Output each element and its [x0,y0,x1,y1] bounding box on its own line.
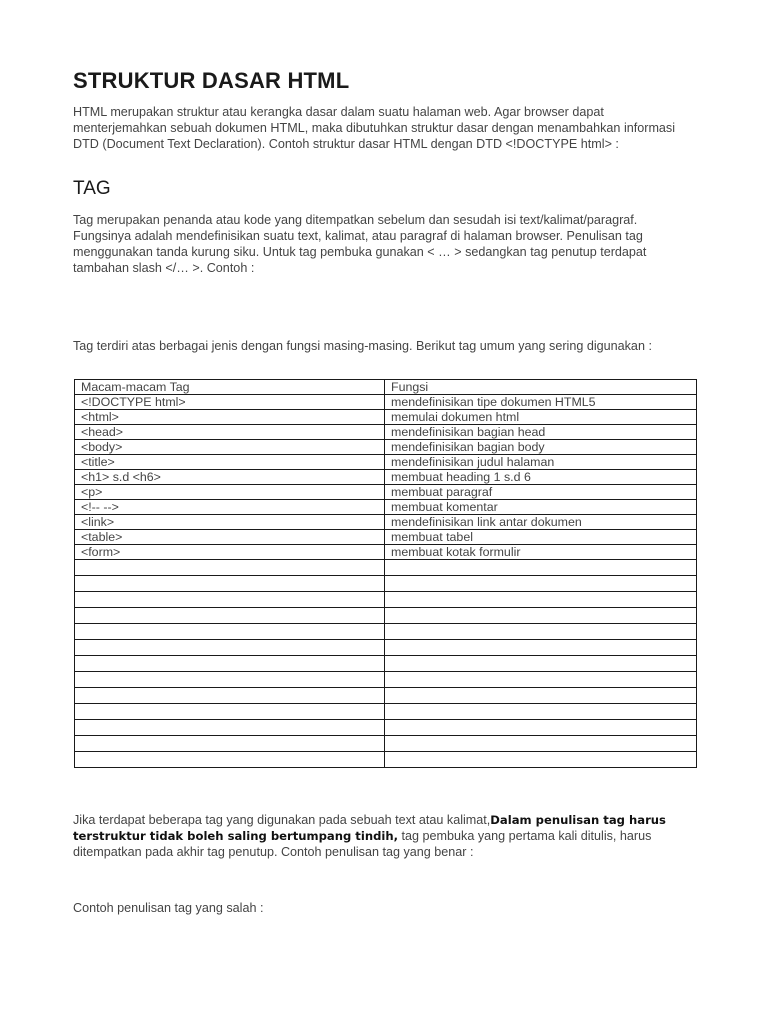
empty-cell [385,720,697,736]
function-cell: membuat kotak formulir [385,545,697,560]
empty-cell [75,672,385,688]
empty-cell [75,640,385,656]
nesting-bold-rule: Dalam penulisan tag harus terstruktur tidak boleh saling bertumpang tindih, [73,813,666,843]
list-intro-paragraph: Tag terdiri atas berbagai jenis dengan fungsi masing-masing. Berikut tag umum yang sering digunakan : [73,339,652,353]
empty-cell [75,704,385,720]
tag-cell: <form> [75,545,385,560]
table-row [75,530,697,545]
empty-table-row [75,720,697,736]
table-row [75,410,697,425]
function-cell: mendefinisikan tipe dokumen HTML5 [385,395,697,410]
function-cell: membuat komentar [385,500,697,515]
nesting-text-after: tag pembuka yang pertama kali ditulis, harus ditempatkan pada akhir tag penutup. Contoh penulisan tag yang benar : [73,829,652,859]
empty-table-row [75,704,697,720]
table-row [75,515,697,530]
table-header-function: Fungsi [385,380,697,395]
function-cell: mendefinisikan link antar dokumen [385,515,697,530]
empty-table-row [75,560,697,576]
tag-cell: <link> [75,515,385,530]
function-cell: membuat paragraf [385,485,697,500]
empty-cell [385,576,697,592]
tag-cell: <head> [75,425,385,440]
intro-paragraph: HTML merupakan struktur atau kerangka dasar dalam suatu halaman web. Agar browser dapat menterjemahkan sebuah dokumen HTML, maka dibutuhkan struktur dasar dengan menambahkan informasi DTD (Document Text Declaration). Contoh struktur dasar HTML dengan DTD <!DOCTYPE html> : [73,105,676,151]
table-row [75,395,697,410]
empty-cell [75,560,385,576]
table-row [75,425,697,440]
page-title: STRUKTUR DASAR HTML [73,68,350,93]
empty-cell [385,624,697,640]
empty-cell [385,672,697,688]
empty-table-row [75,672,697,688]
table-row [75,440,697,455]
tag-table [74,379,697,768]
function-cell: membuat tabel [385,530,697,545]
empty-table-row [75,752,697,768]
table-row [75,545,697,560]
function-cell: membuat heading 1 s.d 6 [385,470,697,485]
function-cell: memulai dokumen html [385,410,697,425]
empty-table-row [75,608,697,624]
empty-cell [75,720,385,736]
empty-cell [385,688,697,704]
tag-cell: <table> [75,530,385,545]
table-header-row [75,380,697,395]
tag-heading: TAG [73,178,111,199]
empty-table-row [75,688,697,704]
tag-cell: <body> [75,440,385,455]
empty-table-row [75,640,697,656]
table-row [75,485,697,500]
empty-cell [385,656,697,672]
function-cell: mendefinisikan bagian head [385,425,697,440]
nesting-paragraph [73,812,698,860]
empty-cell [385,608,697,624]
tag-cell: <h1> s.d <h6> [75,470,385,485]
empty-table-row [75,624,697,640]
empty-cell [385,560,697,576]
nesting-text-before: Jika terdapat beberapa tag yang digunakan pada sebuah text atau kalimat, [73,813,491,827]
table-row [75,455,697,470]
tag-paragraph: Tag merupakan penanda atau kode yang ditempatkan sebelum dan sesudah isi text/kalimat/paragraf. Fungsinya adalah mendefinisikan suatu text, kalimat, atau paragraf di halaman browser. Penulisan tag menggunakan tanda kurung siku. Untuk tag pembuka gunakan < … > sedangkan tag penutup terdapat tambahan slash </… >. Contoh : [73,213,647,275]
tag-cell: <p> [75,485,385,500]
empty-cell [385,736,697,752]
empty-table-row [75,656,697,672]
function-cell: mendefinisikan bagian body [385,440,697,455]
function-cell: mendefinisikan judul halaman [385,455,697,470]
empty-cell [385,752,697,768]
empty-cell [385,704,697,720]
tag-cell: <html> [75,410,385,425]
empty-cell [75,592,385,608]
empty-cell [75,688,385,704]
empty-cell [75,624,385,640]
tag-cell: <!-- --> [75,500,385,515]
empty-cell [385,640,697,656]
empty-cell [75,656,385,672]
tag-cell: <!DOCTYPE html> [75,395,385,410]
empty-table-row [75,736,697,752]
table-header-tag: Macam-macam Tag [75,380,385,395]
empty-cell [75,576,385,592]
empty-cell [385,592,697,608]
table-row [75,470,697,485]
empty-table-row [75,592,697,608]
empty-cell [75,752,385,768]
empty-cell [75,608,385,624]
empty-cell [75,736,385,752]
wrong-example-paragraph: Contoh penulisan tag yang salah : [73,901,264,915]
table-row [75,500,697,515]
tag-cell: <title> [75,455,385,470]
empty-table-row [75,576,697,592]
